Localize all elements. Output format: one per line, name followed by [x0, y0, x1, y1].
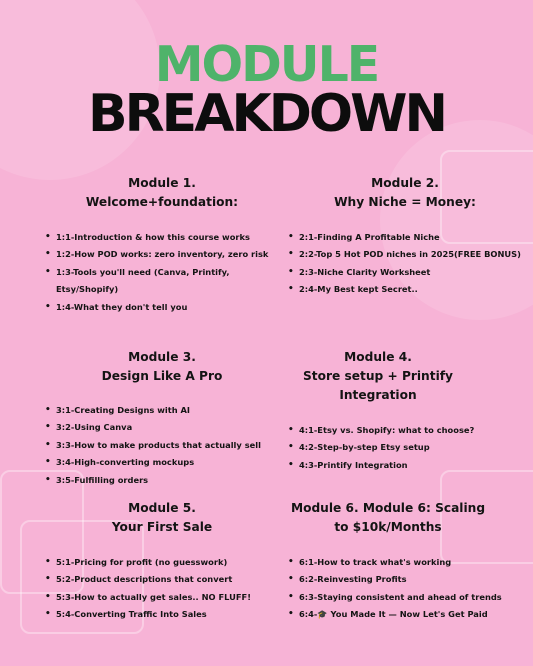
list-item: • 5:1-Pricing for profit (no guesswork) — [42, 554, 282, 571]
list-item: • 3:3-How to make products that actually sell — [42, 437, 282, 454]
module-5-number: Module 5. — [128, 501, 196, 515]
module-3-list — [42, 402, 282, 489]
list-item: • 1:4-What they don't tell you — [42, 299, 282, 316]
list-item: • 5:4-Converting Traffic Into Sales — [42, 606, 282, 623]
module-6-title-cont: to $10k/Months — [334, 520, 442, 534]
module-4-title: Store setup + Printify — [303, 369, 453, 383]
module-6-list — [285, 554, 508, 624]
list-item: • 2:4-My Best kept Secret.. — [285, 281, 525, 298]
module-4-title-cont: Integration — [339, 388, 417, 402]
title-breakdown: BREAKDOWN — [88, 84, 445, 144]
module-4-list — [285, 422, 493, 474]
list-item: Etsy/Shopify) — [56, 284, 119, 295]
module-1-number: Module 1. — [128, 176, 196, 190]
module-4-heading — [263, 348, 493, 405]
list-item: • 4:1-Etsy vs. Shopify: what to choose? — [285, 422, 493, 439]
module-5-title: Your First Sale — [111, 520, 213, 534]
module-2-title: Why Niche = Money: — [334, 195, 476, 209]
module-1-title: Welcome+foundation: — [85, 195, 239, 209]
list-item: • 1:3-Tools you'll need (Canva, Printify, — [42, 264, 282, 281]
module-2-number: Module 2. — [371, 176, 439, 190]
list-item: • 3:4-High-converting mockups — [42, 454, 282, 471]
module-1-heading — [42, 174, 282, 212]
module-5 — [42, 499, 282, 624]
module-6 — [268, 499, 508, 624]
list-item: • 4:3-Printify Integration — [285, 457, 493, 474]
list-item: • 1:1-Introduction & how this course works — [42, 229, 282, 246]
list-item: • 3:1-Creating Designs with AI — [42, 402, 282, 419]
list-item: • 2:3-Niche Clarity Worksheet — [285, 264, 525, 281]
module-4 — [263, 348, 493, 474]
list-item: • 6:2-Reinvesting Profits — [285, 571, 508, 588]
list-item: • 2:2-Top 5 Hot POD niches in 2025(FREE BONUS) — [285, 246, 525, 263]
list-item: • 3:2-Using Canva — [42, 419, 282, 436]
list-item: • 6:1-How to track what's working — [285, 554, 508, 571]
module-1-list — [42, 229, 282, 316]
list-item: • 3:5-Fulfilling orders — [42, 472, 282, 489]
module-2-list — [285, 229, 525, 299]
list-item: • 2:1-Finding A Profitable Niche — [285, 229, 525, 246]
module-1 — [42, 174, 282, 316]
module-5-heading — [42, 499, 282, 537]
module-6-title: Module 6. Module 6: Scaling — [290, 501, 486, 515]
title-module: MODULE — [154, 36, 379, 93]
list-item: • 5:2-Product descriptions that convert — [42, 571, 282, 588]
module-2 — [285, 174, 525, 299]
module-6-heading — [268, 499, 508, 537]
list-item: • 1:2-How POD works: zero inventory, zero risk — [42, 246, 282, 263]
module-3-heading — [42, 348, 282, 386]
module-4-number: Module 4. — [344, 350, 412, 364]
module-3 — [42, 348, 282, 489]
list-item: • 6:4-🎓 You Made It — Now Let's Get Paid — [285, 606, 508, 623]
module-5-list — [42, 554, 282, 624]
list-item: • 4:2-Step-by-step Etsy setup — [285, 439, 493, 456]
list-item: • 5:3-How to actually get sales.. NO FLUFF! — [42, 589, 282, 606]
module-2-heading — [285, 174, 525, 212]
list-item: • 6:3-Staying consistent and ahead of trends — [285, 589, 508, 606]
module-3-title: Design Like A Pro — [101, 369, 223, 383]
module-3-number: Module 3. — [128, 350, 196, 364]
